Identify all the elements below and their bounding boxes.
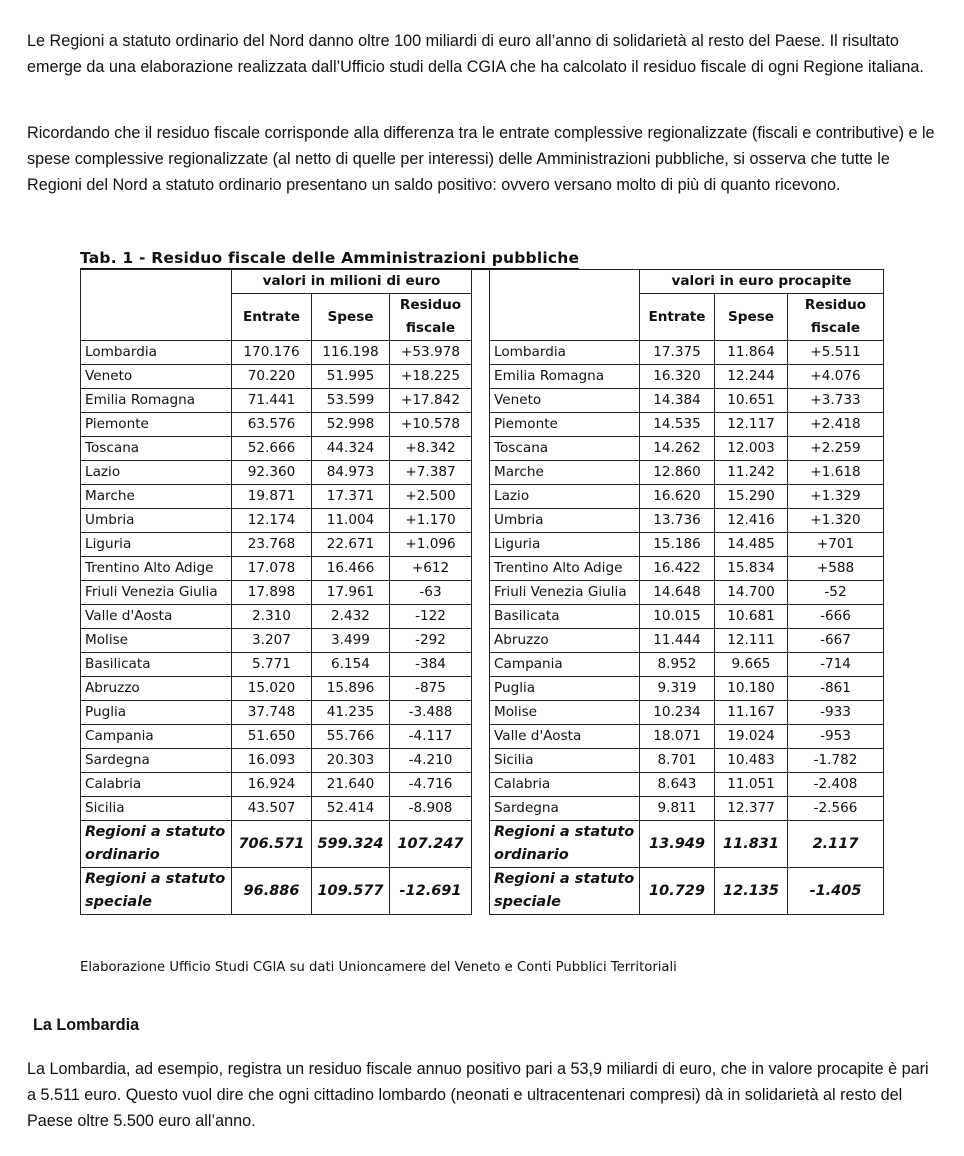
spese-cell: 55.766 xyxy=(312,725,390,749)
table-row xyxy=(81,485,472,509)
spese-cell: 9.665 xyxy=(715,653,788,677)
table-row xyxy=(81,341,472,365)
table-row xyxy=(81,629,472,653)
residuo-cell: -861 xyxy=(788,677,884,701)
table-row xyxy=(490,653,884,677)
table-row xyxy=(490,389,884,413)
entrate-cell: 16.320 xyxy=(640,365,715,389)
residuo-cell: -1.782 xyxy=(788,749,884,773)
residuo-cell: -122 xyxy=(390,605,472,629)
total-row xyxy=(81,868,472,915)
region-cell: Marche xyxy=(490,461,640,485)
residuo-cell: -875 xyxy=(390,677,472,701)
region-cell: Veneto xyxy=(81,365,232,389)
column-header-residuo: Residuo fiscale xyxy=(788,294,884,341)
column-header-spese: Spese xyxy=(312,294,390,341)
entrate-cell: 14.262 xyxy=(640,437,715,461)
residuo-cell: +8.342 xyxy=(390,437,472,461)
region-cell: Campania xyxy=(490,653,640,677)
table-row xyxy=(490,677,884,701)
table-row xyxy=(81,605,472,629)
region-cell: Lombardia xyxy=(490,341,640,365)
intro-paragraph-1: Le Regioni a statuto ordinario del Nord danno oltre 100 miliardi di euro all’anno di solidarietà al resto del Paese. Il risultato emerge da una elaborazione realizzata dall’Ufficio studi della CGIA che ha calcolato il residuo fiscale di ogni Regione italiana. xyxy=(27,32,924,76)
region-cell: Campania xyxy=(81,725,232,749)
total-row xyxy=(81,821,472,868)
residuo-cell: -714 xyxy=(788,653,884,677)
residuo-cell: +7.387 xyxy=(390,461,472,485)
residuo-cell: +10.578 xyxy=(390,413,472,437)
spese-cell: 15.834 xyxy=(715,557,788,581)
entrate-cell: 52.666 xyxy=(232,437,312,461)
residuo-cell: +53.978 xyxy=(390,341,472,365)
region-cell: Abruzzo xyxy=(81,677,232,701)
group-header: valori in euro procapite xyxy=(640,270,884,294)
spese-cell: 12.135 xyxy=(715,868,788,915)
column-header-spese: Spese xyxy=(715,294,788,341)
spese-cell: 16.466 xyxy=(312,557,390,581)
table-row xyxy=(490,725,884,749)
region-cell: Molise xyxy=(490,701,640,725)
spese-cell: 3.499 xyxy=(312,629,390,653)
residuo-cell: 107.247 xyxy=(390,821,472,868)
table-row xyxy=(81,365,472,389)
spese-cell: 20.303 xyxy=(312,749,390,773)
region-cell: Sardegna xyxy=(81,749,232,773)
table-row xyxy=(81,437,472,461)
column-header-entrate: Entrate xyxy=(232,294,312,341)
region-cell: Lazio xyxy=(490,485,640,509)
entrate-cell: 16.620 xyxy=(640,485,715,509)
residuo-cell: +701 xyxy=(788,533,884,557)
table-row xyxy=(81,773,472,797)
entrate-cell: 8.643 xyxy=(640,773,715,797)
entrate-cell: 9.319 xyxy=(640,677,715,701)
intro-paragraph-2: Ricordando che il residuo fiscale corrisponde alla differenza tra le entrate complessive regionalizzate (fiscali e contributive) e le spese complessive regionalizzate (al netto di quelle per interessi) delle Amministrazioni pubbliche, si osserva che tutte le Regioni del Nord a statuto ordinario presentano un saldo positivo: ovvero versano molto di più di quanto ricevono. xyxy=(27,124,935,194)
region-cell: Lazio xyxy=(81,461,232,485)
entrate-cell: 3.207 xyxy=(232,629,312,653)
entrate-cell: 37.748 xyxy=(232,701,312,725)
entrate-cell: 11.444 xyxy=(640,629,715,653)
residuo-cell: +612 xyxy=(390,557,472,581)
spese-cell: 6.154 xyxy=(312,653,390,677)
table-row xyxy=(490,533,884,557)
total-row xyxy=(490,868,884,915)
residuo-cell: +17.842 xyxy=(390,389,472,413)
table-row xyxy=(490,605,884,629)
entrate-cell: 18.071 xyxy=(640,725,715,749)
residuo-cell: -63 xyxy=(390,581,472,605)
entrate-cell: 16.924 xyxy=(232,773,312,797)
spese-cell: 116.198 xyxy=(312,341,390,365)
residuo-cell: +18.225 xyxy=(390,365,472,389)
residuo-cell: -2.566 xyxy=(788,797,884,821)
region-cell: Calabria xyxy=(490,773,640,797)
spese-cell: 17.371 xyxy=(312,485,390,509)
table-row xyxy=(490,797,884,821)
table-row xyxy=(490,509,884,533)
residuo-cell: -4.210 xyxy=(390,749,472,773)
region-cell: Piemonte xyxy=(490,413,640,437)
residuo-cell: +3.733 xyxy=(788,389,884,413)
region-cell: Abruzzo xyxy=(490,629,640,653)
table-row xyxy=(490,461,884,485)
entrate-cell: 17.898 xyxy=(232,581,312,605)
spese-cell: 52.998 xyxy=(312,413,390,437)
spese-cell: 109.577 xyxy=(312,868,390,915)
region-cell: Basilicata xyxy=(81,653,232,677)
region-cell: Regioni a statuto speciale xyxy=(81,868,232,915)
entrate-cell: 92.360 xyxy=(232,461,312,485)
entrate-cell: 8.701 xyxy=(640,749,715,773)
entrate-cell: 5.771 xyxy=(232,653,312,677)
residuo-cell: +2.259 xyxy=(788,437,884,461)
region-cell: Toscana xyxy=(81,437,232,461)
region-cell: Emilia Romagna xyxy=(490,365,640,389)
residuo-cell: +1.170 xyxy=(390,509,472,533)
table-row xyxy=(490,485,884,509)
region-cell: Regioni a statuto ordinario xyxy=(490,821,640,868)
spese-cell: 15.896 xyxy=(312,677,390,701)
table-row xyxy=(81,749,472,773)
entrate-cell: 8.952 xyxy=(640,653,715,677)
table-title: Tab. 1 - Residuo fiscale delle Amministrazioni pubbliche xyxy=(80,248,579,270)
table-row xyxy=(81,725,472,749)
spese-cell: 17.961 xyxy=(312,581,390,605)
residuo-cell: 2.117 xyxy=(788,821,884,868)
residuo-cell: -667 xyxy=(788,629,884,653)
table-row xyxy=(490,773,884,797)
residuo-cell: +1.618 xyxy=(788,461,884,485)
residuo-cell: +4.076 xyxy=(788,365,884,389)
region-cell: Friuli Venezia Giulia xyxy=(490,581,640,605)
spese-cell: 15.290 xyxy=(715,485,788,509)
region-cell: Calabria xyxy=(81,773,232,797)
table-row xyxy=(81,557,472,581)
table-row xyxy=(490,701,884,725)
corner-cell xyxy=(81,270,232,341)
residuo-cell: +5.511 xyxy=(788,341,884,365)
residuo-cell: -666 xyxy=(788,605,884,629)
table-source-note: Elaborazione Ufficio Studi CGIA su dati Unioncamere del Veneto e Conti Pubblici Territoriali xyxy=(80,960,677,975)
spese-cell: 2.432 xyxy=(312,605,390,629)
spese-cell: 12.416 xyxy=(715,509,788,533)
table-row xyxy=(490,557,884,581)
residuo-cell: -1.405 xyxy=(788,868,884,915)
spese-cell: 599.324 xyxy=(312,821,390,868)
entrate-cell: 14.384 xyxy=(640,389,715,413)
spese-cell: 21.640 xyxy=(312,773,390,797)
spese-cell: 51.995 xyxy=(312,365,390,389)
entrate-cell: 17.375 xyxy=(640,341,715,365)
corner-cell xyxy=(490,270,640,341)
table-row xyxy=(490,749,884,773)
region-cell: Veneto xyxy=(490,389,640,413)
spese-cell: 10.483 xyxy=(715,749,788,773)
table-row xyxy=(81,509,472,533)
entrate-cell: 43.507 xyxy=(232,797,312,821)
region-cell: Puglia xyxy=(490,677,640,701)
residuo-cell: +1.320 xyxy=(788,509,884,533)
entrate-cell: 70.220 xyxy=(232,365,312,389)
entrate-cell: 63.576 xyxy=(232,413,312,437)
region-cell: Sardegna xyxy=(490,797,640,821)
entrate-cell: 16.422 xyxy=(640,557,715,581)
entrate-cell: 10.234 xyxy=(640,701,715,725)
spese-cell: 22.671 xyxy=(312,533,390,557)
section-paragraph: La Lombardia, ad esempio, registra un residuo fiscale annuo positivo pari a 53,9 miliardi di euro, che in valore procapite è pari a 5.511 euro. Questo vuol dire che ogni cittadino lombardo (neonati e ultracentenari compresi) dà in solidarietà al resto del Paese oltre 5.500 euro all’anno. xyxy=(27,1060,929,1130)
section-heading: La Lombardia xyxy=(33,1016,140,1034)
residuo-cell: -12.691 xyxy=(390,868,472,915)
table-row xyxy=(490,413,884,437)
spese-cell: 11.004 xyxy=(312,509,390,533)
entrate-cell: 14.535 xyxy=(640,413,715,437)
table-row xyxy=(81,533,472,557)
entrate-cell: 12.860 xyxy=(640,461,715,485)
spese-cell: 14.700 xyxy=(715,581,788,605)
column-header-entrate: Entrate xyxy=(640,294,715,341)
spese-cell: 10.180 xyxy=(715,677,788,701)
entrate-cell: 15.186 xyxy=(640,533,715,557)
table-row xyxy=(490,365,884,389)
residuo-cell: -933 xyxy=(788,701,884,725)
region-cell: Marche xyxy=(81,485,232,509)
residuo-cell: -3.488 xyxy=(390,701,472,725)
table-row xyxy=(490,581,884,605)
entrate-cell: 706.571 xyxy=(232,821,312,868)
region-cell: Puglia xyxy=(81,701,232,725)
region-cell: Trentino Alto Adige xyxy=(81,557,232,581)
region-cell: Toscana xyxy=(490,437,640,461)
residuo-cell: -8.908 xyxy=(390,797,472,821)
region-cell: Valle d'Aosta xyxy=(81,605,232,629)
spese-cell: 41.235 xyxy=(312,701,390,725)
table-row xyxy=(81,389,472,413)
spese-cell: 11.242 xyxy=(715,461,788,485)
entrate-cell: 71.441 xyxy=(232,389,312,413)
spese-cell: 84.973 xyxy=(312,461,390,485)
spese-cell: 19.024 xyxy=(715,725,788,749)
residuo-table-procapite xyxy=(489,269,884,915)
table-row xyxy=(81,701,472,725)
region-cell: Sicilia xyxy=(490,749,640,773)
residuo-cell: -384 xyxy=(390,653,472,677)
spese-cell: 11.167 xyxy=(715,701,788,725)
table-row xyxy=(490,629,884,653)
spese-cell: 52.414 xyxy=(312,797,390,821)
region-cell: Friuli Venezia Giulia xyxy=(81,581,232,605)
region-cell: Piemonte xyxy=(81,413,232,437)
spese-cell: 12.377 xyxy=(715,797,788,821)
table-row xyxy=(81,413,472,437)
residuo-cell: -2.408 xyxy=(788,773,884,797)
spese-cell: 12.003 xyxy=(715,437,788,461)
residuo-cell: +2.418 xyxy=(788,413,884,437)
region-cell: Umbria xyxy=(81,509,232,533)
group-header: valori in milioni di euro xyxy=(232,270,472,294)
column-header-residuo: Residuo fiscale xyxy=(390,294,472,341)
region-cell: Umbria xyxy=(490,509,640,533)
entrate-cell: 16.093 xyxy=(232,749,312,773)
residuo-cell: +2.500 xyxy=(390,485,472,509)
table-row xyxy=(81,581,472,605)
spese-cell: 14.485 xyxy=(715,533,788,557)
residuo-cell: -292 xyxy=(390,629,472,653)
region-cell: Trentino Alto Adige xyxy=(490,557,640,581)
table-row xyxy=(490,341,884,365)
residuo-cell: +1.329 xyxy=(788,485,884,509)
spese-cell: 53.599 xyxy=(312,389,390,413)
spese-cell: 12.244 xyxy=(715,365,788,389)
region-cell: Regioni a statuto ordinario xyxy=(81,821,232,868)
table-row xyxy=(81,653,472,677)
region-cell: Liguria xyxy=(81,533,232,557)
spese-cell: 12.111 xyxy=(715,629,788,653)
spese-cell: 11.051 xyxy=(715,773,788,797)
entrate-cell: 17.078 xyxy=(232,557,312,581)
spese-cell: 11.864 xyxy=(715,341,788,365)
table-row xyxy=(81,677,472,701)
region-cell: Basilicata xyxy=(490,605,640,629)
residuo-cell: +1.096 xyxy=(390,533,472,557)
spese-cell: 10.681 xyxy=(715,605,788,629)
residuo-cell: +588 xyxy=(788,557,884,581)
spese-cell: 11.831 xyxy=(715,821,788,868)
entrate-cell: 15.020 xyxy=(232,677,312,701)
entrate-cell: 170.176 xyxy=(232,341,312,365)
entrate-cell: 10.015 xyxy=(640,605,715,629)
table-row xyxy=(490,437,884,461)
region-cell: Liguria xyxy=(490,533,640,557)
entrate-cell: 12.174 xyxy=(232,509,312,533)
total-row xyxy=(490,821,884,868)
entrate-cell: 96.886 xyxy=(232,868,312,915)
entrate-cell: 10.729 xyxy=(640,868,715,915)
entrate-cell: 2.310 xyxy=(232,605,312,629)
residuo-table-milioni xyxy=(80,269,472,915)
region-cell: Molise xyxy=(81,629,232,653)
entrate-cell: 23.768 xyxy=(232,533,312,557)
region-cell: Regioni a statuto speciale xyxy=(490,868,640,915)
region-cell: Sicilia xyxy=(81,797,232,821)
entrate-cell: 9.811 xyxy=(640,797,715,821)
entrate-cell: 19.871 xyxy=(232,485,312,509)
entrate-cell: 51.650 xyxy=(232,725,312,749)
residuo-cell: -953 xyxy=(788,725,884,749)
region-cell: Lombardia xyxy=(81,341,232,365)
residuo-cell: -52 xyxy=(788,581,884,605)
table-row xyxy=(81,461,472,485)
region-cell: Emilia Romagna xyxy=(81,389,232,413)
table-row xyxy=(81,797,472,821)
entrate-cell: 13.949 xyxy=(640,821,715,868)
residuo-cell: -4.117 xyxy=(390,725,472,749)
spese-cell: 12.117 xyxy=(715,413,788,437)
entrate-cell: 13.736 xyxy=(640,509,715,533)
entrate-cell: 14.648 xyxy=(640,581,715,605)
region-cell: Valle d'Aosta xyxy=(490,725,640,749)
spese-cell: 10.651 xyxy=(715,389,788,413)
residuo-cell: -4.716 xyxy=(390,773,472,797)
spese-cell: 44.324 xyxy=(312,437,390,461)
